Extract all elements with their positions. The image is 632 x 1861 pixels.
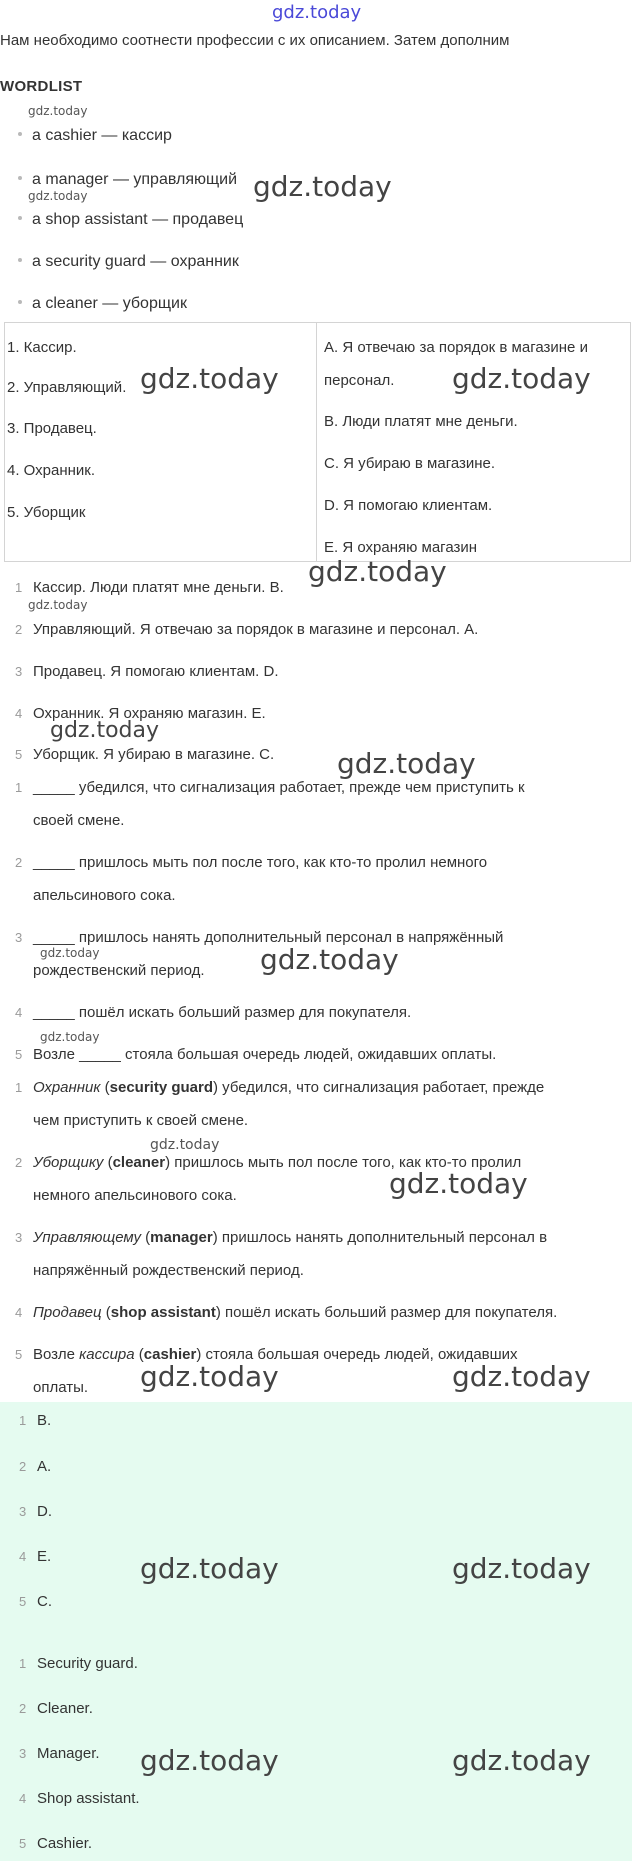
table-cell: 5. Уборщик <box>7 504 86 521</box>
watermark: gdz.today <box>28 189 88 203</box>
watermark: gdz.today <box>28 104 88 118</box>
list-item: 5 Уборщик. Я убираю в магазине. C. <box>15 746 275 763</box>
list-item: 2 _____ пришлось мыть пол после того, как кто-то пролил немного <box>15 854 488 871</box>
list-item: 3 _____ пришлось нанять дополнительный персонал в напряжённый <box>15 929 504 946</box>
wordlist-title: WORDLIST <box>0 78 83 95</box>
list-item: 4 Продавец (shop assistant) пошёл искать больший размер для покупателя. <box>15 1304 558 1321</box>
list-item: 1 _____ убедился, что сигнализация работает, прежде чем приступить к <box>15 779 525 796</box>
list-item: 3 Продавец. Я помогаю клиентам. D. <box>15 663 279 680</box>
bullet-icon <box>18 176 22 180</box>
list-item: 2 Уборщику (cleaner) пришлось мыть пол после того, как кто-то пролил <box>15 1154 522 1171</box>
watermark: gdz.today <box>140 362 279 395</box>
table-cell: D. Я помогаю клиентам. <box>324 497 493 514</box>
watermark: gdz.today <box>452 362 591 395</box>
table-cell: E. Я охраняю магазин <box>324 539 478 556</box>
watermark: gdz.today <box>452 1360 591 1393</box>
table-cell: A. Я отвечаю за порядок в магазине и <box>324 339 588 356</box>
answer-item: 2 Cleaner. <box>19 1700 93 1717</box>
watermark: gdz.today <box>308 555 447 588</box>
wordlist-item: a shop assistant — продавец <box>18 211 243 229</box>
list-item: 5 Возле _____ стояла большая очередь людей, ожидавших оплаты. <box>15 1046 497 1063</box>
watermark: gdz.today <box>150 1137 220 1153</box>
list-item: 2 Управляющий. Я отвечаю за порядок в магазине и персонал. A. <box>15 621 479 638</box>
watermark: gdz.today <box>452 1744 591 1777</box>
wordlist-item: a manager — управляющий <box>18 171 237 189</box>
intro-text: Нам необходимо соотнести профессии с их описанием. Затем дополним <box>0 32 510 49</box>
list-item: 1 Кассир. Люди платят мне деньги. B. <box>15 579 284 596</box>
bullet-icon <box>18 300 22 304</box>
table-cell: C. Я убираю в магазине. <box>324 455 496 472</box>
table-cell: 3. Продавец. <box>7 420 97 437</box>
answer-item: 1 B. <box>19 1412 52 1429</box>
table-divider <box>316 323 317 561</box>
answer-item: 5 C. <box>19 1593 52 1610</box>
list-item: 4 Охранник. Я охраняю магазин. E. <box>15 705 266 722</box>
watermark: gdz.today <box>253 170 392 203</box>
list-item-continuation: своей смене. <box>33 812 125 829</box>
bullet-icon <box>18 132 22 136</box>
watermark: gdz.today <box>140 1360 279 1393</box>
answer-item: 4 E. <box>19 1548 52 1565</box>
watermark: gdz.today <box>337 747 476 780</box>
answer-item: 4 Shop assistant. <box>19 1790 140 1807</box>
wordlist-item: a security guard — охранник <box>18 253 239 271</box>
table-cell: B. Люди платят мне деньги. <box>324 413 518 430</box>
answer-item: 1 Security guard. <box>19 1655 138 1672</box>
watermark: gdz.today <box>140 1744 279 1777</box>
watermark: gdz.today <box>28 598 88 612</box>
list-item: 5 Возле кассира (cashier) стояла большая очередь людей, ожидавших <box>15 1346 518 1363</box>
answer-item: 3 D. <box>19 1503 52 1520</box>
watermark: gdz.today <box>389 1167 528 1200</box>
list-item-continuation: оплаты. <box>33 1379 89 1396</box>
list-item: 1 Охранник (security guard) убедился, что сигнализация работает, прежде <box>15 1079 545 1096</box>
bullet-icon <box>18 216 22 220</box>
watermark: gdz.today <box>40 1030 100 1044</box>
watermark: gdz.today <box>40 946 100 960</box>
answer-item: 5 Cashier. <box>19 1835 93 1852</box>
table-cell: 1. Кассир. <box>7 339 77 356</box>
answer-item: 2 A. <box>19 1458 52 1475</box>
list-item-continuation: напряжённый рождественский период. <box>33 1262 304 1279</box>
bullet-icon <box>18 258 22 262</box>
site-logo[interactable]: gdz.today <box>272 2 362 23</box>
wordlist-item: a cashier — кассир <box>18 127 172 145</box>
watermark: gdz.today <box>50 718 160 743</box>
watermark: gdz.today <box>452 1552 591 1585</box>
list-item: 4 _____ пошёл искать больший размер для покупателя. <box>15 1004 412 1021</box>
list-item-continuation: немного апельсинового сока. <box>33 1187 237 1204</box>
wordlist-item: a cleaner — уборщик <box>18 295 187 313</box>
answer-item: 3 Manager. <box>19 1745 100 1762</box>
list-item-continuation: апельсинового сока. <box>33 887 176 904</box>
list-item-continuation: рождественский период. <box>33 962 205 979</box>
list-item: 3 Управляющему (manager) пришлось нанять дополнительный персонал в <box>15 1229 548 1246</box>
table-cell: 4. Охранник. <box>7 462 96 479</box>
list-item-continuation: чем приступить к своей смене. <box>33 1112 249 1129</box>
watermark: gdz.today <box>140 1552 279 1585</box>
table-cell: персонал. <box>324 372 395 389</box>
match-table <box>4 322 631 562</box>
table-cell: 2. Управляющий. <box>7 379 127 396</box>
watermark: gdz.today <box>260 943 399 976</box>
